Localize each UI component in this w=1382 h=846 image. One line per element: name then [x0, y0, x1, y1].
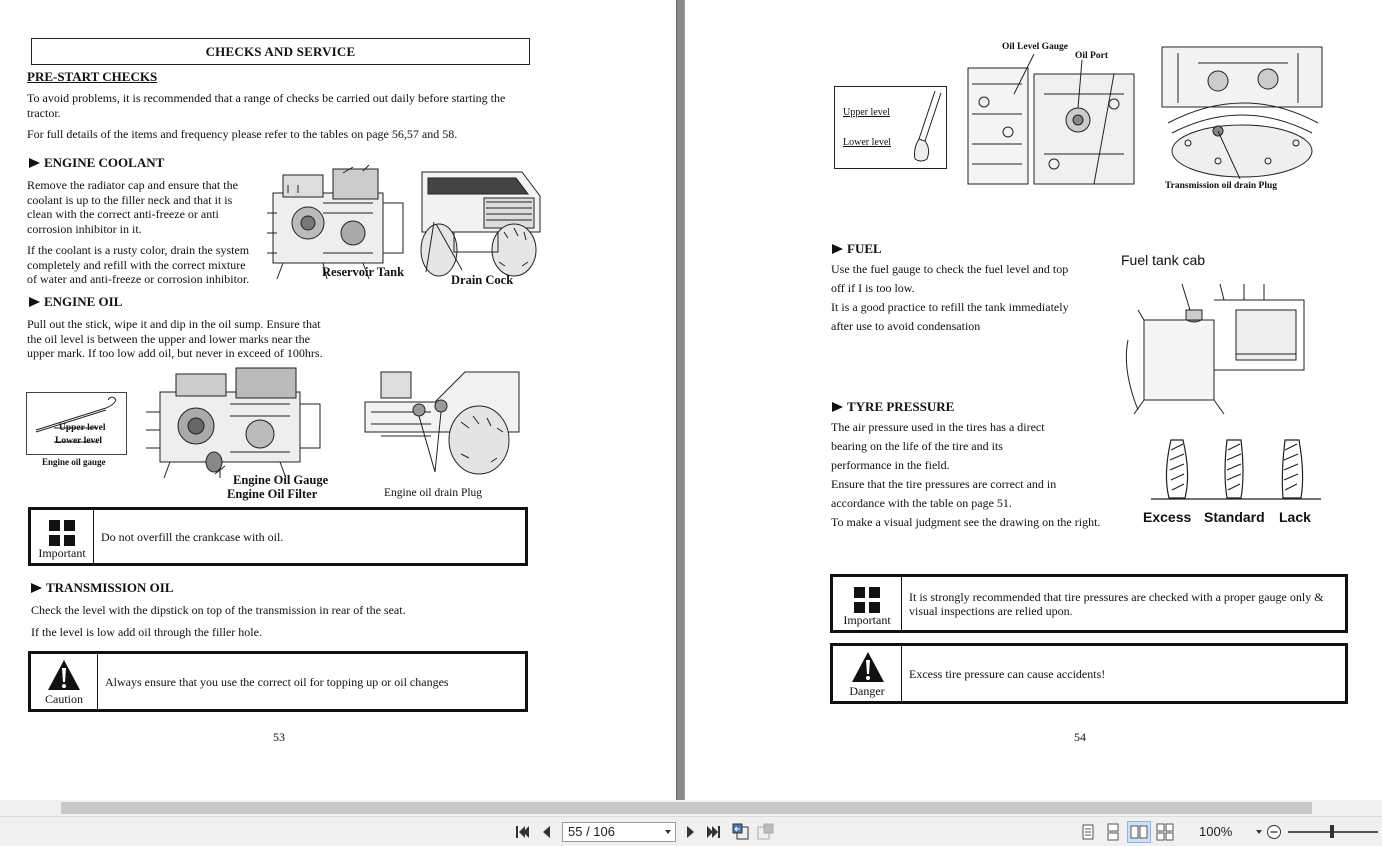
transmission-line-1: Check the level with the dipstick on top of the transmission in rear of the seat. — [31, 603, 406, 617]
important-message: It is strongly recommended that tire pressures are checked with a proper gauge only & visual inspections are relied upon. — [909, 589, 1324, 618]
zoom-chevron-down-icon[interactable] — [1256, 830, 1262, 834]
upper-level-label: Upper level — [843, 107, 890, 118]
coolant-heading: ENGINE COOLANT — [29, 155, 164, 171]
danger-cell — [833, 646, 902, 701]
previous-view-icon[interactable] — [732, 823, 750, 841]
arrow-icon — [832, 244, 843, 254]
tyre-heading: TYRE PRESSURE — [832, 399, 954, 415]
oil-paragraph: Pull out the stick, wipe it and dip in the oil sump. Ensure that the oil level is between the upper and lower marks near the upper mark. If too low add oil, but never in exceed of 100hrs. — [27, 317, 323, 360]
next-view-icon[interactable] — [757, 823, 775, 841]
previous-page-icon[interactable] — [538, 823, 556, 841]
chevron-down-icon[interactable] — [665, 830, 671, 834]
scrollbar-thumb[interactable] — [61, 802, 1312, 814]
important-icon — [854, 587, 880, 613]
important-message: Do not overfill the crankcase with oil. — [101, 529, 284, 544]
intro-line-1b: tractor. — [27, 106, 61, 120]
continuous-facing-icon[interactable] — [1156, 823, 1174, 841]
tyre-pressure-illustration — [1151, 436, 1323, 502]
arrow-icon — [29, 297, 40, 307]
zoom-slider-handle[interactable] — [1330, 825, 1334, 838]
horizontal-scrollbar[interactable] — [0, 800, 1382, 816]
page-number-input[interactable]: 55 / 106 — [562, 822, 676, 842]
transmission-heading: TRANSMISSION OIL — [31, 580, 174, 596]
gauge-upper-label: Upper level — [59, 423, 106, 433]
caption-reservoir-tank: Reservoir Tank — [322, 265, 405, 279]
document-page-right — [685, 0, 1382, 800]
prestart-heading: PRE-START CHECKS — [27, 69, 158, 84]
warning-triangle-icon — [47, 659, 81, 691]
fuel-tank-label: Fuel tank cab — [1121, 252, 1206, 268]
engine-drain-plug-illustration — [361, 362, 523, 482]
coolant-paragraph-2: If the coolant is a rusty color, drain the system completely and refill with the correct mixture of water and anti-freeze or corrosion inhibitor. — [27, 243, 250, 286]
gauge-caption: Engine oil gauge — [42, 457, 106, 467]
label-standard: Standard — [1204, 509, 1265, 525]
coolant-paragraph-1: Remove the radiator cap and ensure that the coolant is up to the filler neck and that it is clean with the correct anti-freeze or anti corrosion inhibitor in it. — [27, 178, 238, 236]
fuel-paragraph: Use the fuel gauge to check the fuel level and top off if I is too low. It is a good practice to refill the tank immediately after use to avoid condensation — [831, 262, 1069, 333]
danger-message: Excess tire pressure can cause accidents! — [909, 666, 1106, 681]
page-divider — [676, 0, 685, 802]
last-page-icon[interactable] — [705, 823, 723, 841]
single-page-icon[interactable] — [1079, 823, 1097, 841]
transmission-line-2: If the level is low add oil through the filler hole. — [31, 625, 262, 639]
important-cell — [833, 577, 902, 630]
label-transmission-drain: Transmission oil drain Plug — [1165, 181, 1278, 191]
caption-drain-cock: Drain Cock — [451, 273, 514, 287]
next-page-icon[interactable] — [681, 823, 699, 841]
important-icon — [49, 520, 75, 546]
arrow-icon — [29, 158, 40, 168]
first-page-icon[interactable] — [513, 823, 531, 841]
danger-notice — [830, 643, 1348, 704]
fuel-tank-illustration — [1124, 280, 1312, 418]
transmission-drain-illustration — [1158, 43, 1328, 179]
page-title: CHECKS AND SERVICE — [31, 38, 530, 65]
engine-oil-illustration — [140, 364, 326, 484]
intro-line-2: For full details of the items and frequency please refer to the tables on page 56,57 and 58. — [27, 127, 458, 141]
important-notice-2 — [830, 574, 1348, 633]
label-excess: Excess — [1143, 509, 1192, 525]
lower-level-label: Lower level — [843, 137, 892, 148]
arrow-icon — [832, 402, 843, 412]
caption-engine-oil-drain-plug: Engine oil drain Plug — [384, 487, 483, 499]
tyre-paragraph: The air pressure used in the tires has a direct bearing on the life of the tire and its performance in the field. Ensure that the tire pressures are correct and in accordance with the table on page 51. To make a visual judgment see the drawing on the right. — [831, 420, 1101, 529]
important-notice-1 — [28, 507, 528, 566]
important-cell — [31, 510, 94, 563]
facing-icon[interactable] — [1130, 823, 1148, 841]
caution-label: Caution — [45, 692, 83, 706]
gauge-lower-label: Lower level — [55, 436, 103, 446]
label-lack: Lack — [1279, 509, 1311, 525]
document-page-left — [0, 0, 676, 800]
viewer-toolbar — [0, 816, 1382, 846]
important-label: Important — [843, 613, 891, 627]
caution-cell — [31, 654, 98, 709]
continuous-icon[interactable] — [1104, 823, 1122, 841]
danger-label: Danger — [849, 684, 885, 698]
dipstick-illustration — [895, 89, 945, 167]
oil-heading: ENGINE OIL — [29, 294, 122, 310]
label-oil-level-gauge: Oil Level Gauge — [1002, 42, 1068, 52]
important-label: Important — [38, 546, 86, 560]
intro-line-1a: To avoid problems, it is recommended that a range of checks be carried out daily before starting the — [27, 91, 506, 105]
label-oil-port: Oil Port — [1075, 51, 1108, 61]
tractor-front-illustration — [414, 162, 546, 280]
transmission-oil-port-illustration — [964, 54, 1139, 190]
caption-engine-oil-gauge: Engine Oil Gauge — [233, 473, 329, 487]
caution-notice — [28, 651, 528, 712]
caption-engine-oil-filter: Engine Oil Filter — [227, 487, 318, 501]
warning-triangle-icon — [851, 651, 885, 683]
gauge-level-box — [834, 86, 947, 169]
page-number-left: 53 — [273, 730, 285, 744]
zoom-out-icon[interactable] — [1265, 823, 1283, 841]
fuel-heading: FUEL — [832, 241, 882, 257]
caution-message: Always ensure that you use the correct oil for topping up or oil changes — [105, 674, 449, 689]
page-number-right: 54 — [1074, 730, 1086, 744]
zoom-level[interactable]: 100% — [1199, 824, 1233, 839]
arrow-icon — [31, 583, 42, 593]
